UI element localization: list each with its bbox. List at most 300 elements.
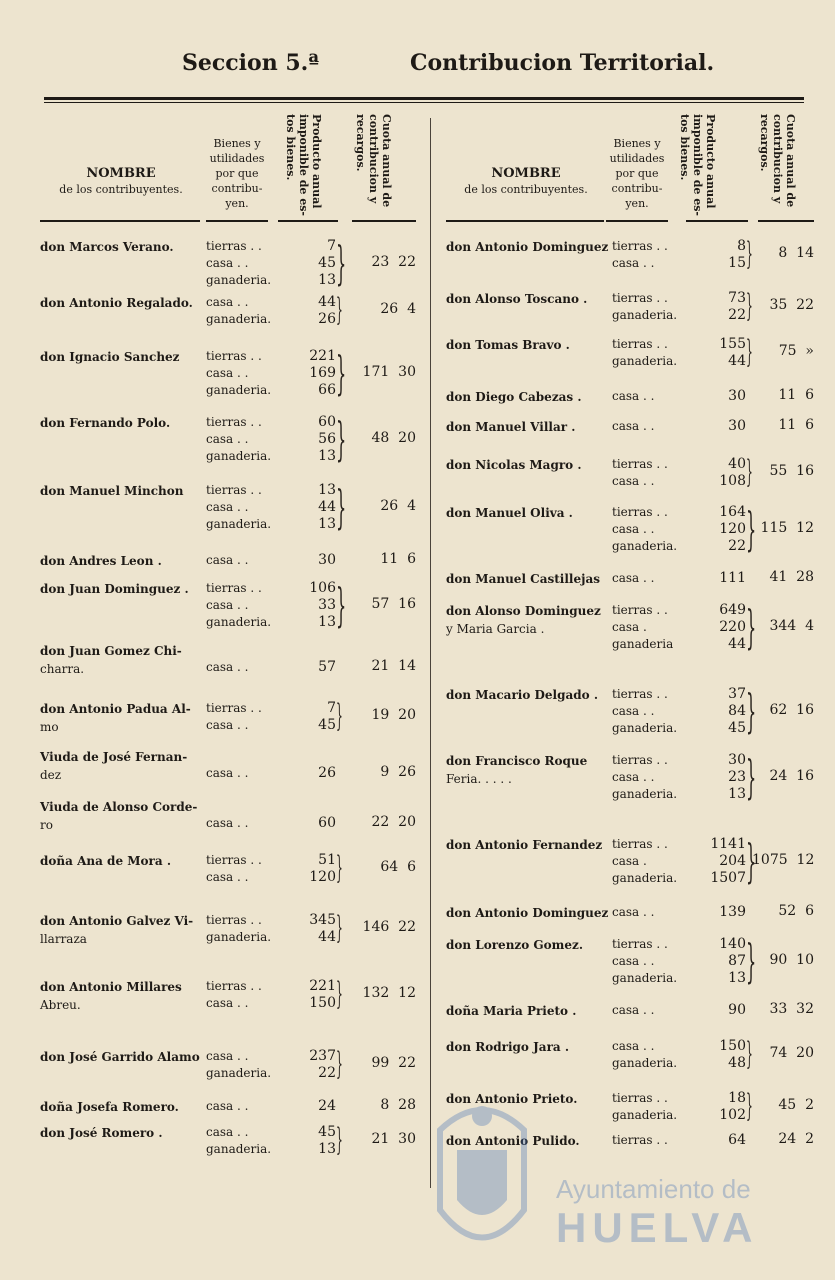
property-type: casa . . [206,816,249,830]
product-value: 64 [728,1132,746,1148]
annual-quota [752,618,814,634]
group-brace: } [746,1037,753,1072]
quota-reales: 26 [380,301,399,317]
annual-quota [346,364,416,380]
header-bienes-col [206,136,268,211]
product-value: 37 [728,686,746,702]
taxable-products [278,482,336,533]
property-types [612,836,677,887]
header-underline [278,220,338,222]
property-type: casa . . [612,419,655,433]
property-type: tierras . . [612,291,668,305]
contributor-name-line: don Fernando Polo. [40,416,171,430]
contributor-row [40,748,426,782]
quota-reales: 41 [769,568,788,585]
quota-reales: 11 [778,416,797,433]
contributor-row [446,752,818,803]
contributor-name-line: don Antonio Padua Al- [40,702,191,716]
product-value: 155 [719,336,746,352]
header-bienes-line: contribu- [611,182,663,195]
quota-maravedis: 16 [796,463,814,479]
property-types [206,294,271,328]
property-types [612,336,677,370]
quota-maravedis: 6 [805,902,814,919]
contributor-row [40,700,426,734]
property-type: casa . . [206,718,249,732]
header-rule-thin [44,102,804,103]
quota-reales: 64 [380,859,399,875]
group-brace: } [746,455,753,490]
contributor-name-line: don Antonio Dominguez [446,906,609,920]
contributor-name [40,294,208,312]
quota-maravedis: 4 [805,617,814,634]
header-cuota-col: Cuota anual de contribucion y recargos. [758,114,797,208]
annual-quota [752,569,814,585]
header-name-title: NOMBRE [491,166,561,181]
quota-maravedis: 6 [805,386,814,403]
contributor-name-line: y Maria Garcia . [446,622,545,636]
group-brace: } [746,335,753,370]
property-types [206,1048,271,1082]
watermark-line2: HUELVA [556,1204,759,1251]
quota-maravedis: 2 [805,1130,814,1147]
product-value: 13 [318,516,336,532]
taxable-products [686,1002,746,1019]
product-value: 60 [318,815,336,831]
taxable-products [278,1048,336,1082]
annual-quota [346,430,416,446]
annual-quota [752,245,814,261]
quota-reales: 19 [371,707,390,723]
contributor-name-line: charra. [40,662,85,676]
column-divider [430,118,431,1188]
group-brace: } [336,1047,343,1082]
quota-reales: 33 [769,1000,788,1017]
property-type: tierras . . [206,483,262,497]
contributor-name-line: don Ignacio Sanchez [40,350,180,364]
property-type: tierras . . [206,349,262,363]
contributor-name-line: mo [40,720,59,734]
contributor-name [40,642,208,678]
header-producto-col: Producto anual imponible de es- tos bienes. [678,114,717,216]
product-value: 22 [728,538,746,554]
contributor-name-line: don Andres Leon . [40,554,162,568]
product-value: 23 [728,769,746,785]
property-type: casa . . [206,766,249,780]
taxable-products [278,294,336,328]
annual-quota [346,764,416,780]
annual-quota [752,1045,814,1061]
product-value: 45 [318,255,336,271]
contributor-name-line: doña Ana de Mora . [40,854,172,868]
property-type: casa . . [206,660,249,674]
property-type: casa . . [612,522,655,536]
product-value: 345 [309,912,336,928]
property-types [206,348,271,399]
contributor-name-line: don Rodrigo Jara . [446,1040,570,1054]
header-underline [446,220,604,222]
contributor-name-line: don Manuel Castillejas [446,572,600,586]
quota-reales: 24 [769,767,788,784]
quota-maravedis: 6 [407,859,416,875]
property-type: casa . . [612,1039,655,1053]
contributor-name-line: don Antonio Galvez Vi- [40,914,194,928]
quota-reales: 21 [371,657,390,674]
header-bienes-line: contribu- [211,182,263,195]
taxable-products [278,659,336,676]
product-value: 18 [728,1090,746,1106]
group-brace: } [746,934,757,988]
property-type: casa . . [206,500,249,514]
product-value: 8 [737,238,746,254]
quota-maravedis: 22 [796,297,814,313]
quota-maravedis: 28 [398,1096,416,1113]
product-value: 84 [728,703,746,719]
product-value: 24 [318,1098,336,1114]
product-value: 1507 [710,870,746,886]
contributor-name-line: don Alonso Dominguez [446,604,601,618]
property-type: tierras . . [612,937,668,951]
quota-reales: 11 [778,386,797,403]
contributor-name [446,936,612,954]
property-type: ganaderia. [206,615,272,629]
quota-maravedis: 22 [398,919,416,935]
contributor-name-line: don Manuel Villar . [446,420,576,434]
contributor-name [40,238,208,256]
annual-quota [752,1001,814,1017]
product-value: 45 [728,720,746,736]
contributor-row [40,798,426,832]
property-type: tierras . . [612,837,668,851]
taxable-products [278,238,336,289]
taxable-products [278,815,336,832]
contributor-name-line: Viuda de Alonso Corde- [40,800,198,814]
group-brace: } [336,346,347,400]
contributor-name [40,552,208,570]
annual-quota [752,297,814,313]
annual-quota [752,702,814,718]
property-type: ganaderia. [206,930,272,944]
property-type: casa . . [612,704,655,718]
contributor-name [446,836,612,854]
quota-maravedis: 20 [398,707,416,723]
contributor-name [446,336,612,354]
contributor-row [446,336,818,370]
annual-quota [346,985,416,1001]
property-types [612,936,677,987]
quota-maravedis: 12 [398,985,416,1001]
product-value: 13 [728,970,746,986]
quota-maravedis: 16 [796,767,814,784]
annual-quota [752,417,814,433]
annual-quota [752,768,814,784]
quota-reales: 62 [769,701,788,718]
product-value: 120 [309,869,336,885]
group-brace: } [336,699,343,734]
group-brace: } [336,911,343,946]
property-types [206,815,248,832]
property-types [612,1002,654,1019]
taxable-products [278,912,336,946]
property-types [612,602,673,653]
group-brace: } [746,684,757,738]
header-bienes-line: utilidades [609,152,665,165]
quota-reales: 52 [778,902,797,919]
header-name-col [446,166,606,198]
product-value: 56 [318,431,336,447]
quota-reales: 22 [371,813,390,830]
property-type: casa . . [206,1099,249,1113]
contributor-name [40,912,208,948]
property-type: tierras . . [206,415,262,429]
quota-reales: 99 [371,1055,390,1071]
property-type: casa . . [206,432,249,446]
contributor-row [446,1002,818,1019]
product-value: 30 [728,388,746,404]
taxable-products [686,336,746,370]
group-brace: } [336,851,343,886]
header-underline [606,220,668,222]
contributor-row [446,936,818,987]
property-type: casa . [612,620,647,634]
product-value: 150 [719,1038,746,1054]
taxable-products [278,1098,336,1115]
contributor-name-line: don Manuel Oliva . [446,506,573,520]
product-value: 221 [309,348,336,364]
property-type: casa . . [612,474,655,488]
quota-reales: 90 [769,951,788,968]
product-value: 48 [728,1055,746,1071]
taxable-products [686,504,746,555]
annual-quota [346,1131,416,1147]
contributor-row [40,482,426,533]
contributor-name [40,1098,208,1116]
product-value: 44 [318,929,336,945]
contributor-name-line: don Antonio Prieto. [446,1092,578,1106]
product-value: 140 [719,936,746,952]
group-brace: } [336,236,347,290]
property-type: tierras . . [612,753,668,767]
property-type: casa . . [612,1003,655,1017]
quota-reales: 48 [371,429,390,446]
header-bienes-line: yen. [625,197,649,210]
property-types [612,456,668,490]
quota-maravedis: 20 [398,813,416,830]
group-brace: } [746,600,757,654]
group-brace: } [746,1089,753,1124]
quota-maravedis: 28 [796,568,814,585]
property-type: ganaderia. [612,1056,678,1070]
table-header [446,108,818,220]
contributor-row [446,290,818,324]
property-type: ganaderia. [612,539,678,553]
quota-maravedis: 14 [398,657,416,674]
contributor-row [40,912,426,946]
header-underline [206,220,268,222]
quota-reales: 21 [371,1131,390,1147]
property-type: ganaderia. [206,383,272,397]
contributor-name-line: don Diego Cabezas . [446,390,582,404]
contributor-name [40,348,208,366]
product-value: 22 [728,307,746,323]
contributor-row [40,1098,426,1115]
product-value: 13 [318,482,336,498]
group-brace: } [746,750,757,804]
quota-reales: 35 [769,297,788,313]
contributor-name-line: dez [40,768,62,782]
product-value: 30 [318,552,336,568]
product-value: 139 [719,904,746,920]
contributor-row [446,570,818,587]
contributor-name [446,388,612,406]
group-brace: } [746,237,753,272]
contributor-name-line: don Antonio Regalado. [40,296,193,310]
quota-reales: 55 [769,463,788,479]
property-type: ganaderia. [612,354,678,368]
property-types [612,1038,677,1072]
product-value: 51 [318,852,336,868]
contributor-name [40,1048,208,1066]
group-brace: } [336,578,347,632]
quota-reales: 24 [778,1130,797,1147]
contributor-row [40,1048,426,1082]
group-brace: } [336,480,347,534]
property-type: casa . . [612,571,655,585]
property-type: casa . . [612,770,655,784]
quota-maravedis: 2 [805,1097,814,1113]
quota-reales: 8 [778,245,788,261]
contributor-name [446,418,612,436]
product-value: 26 [318,311,336,327]
taxable-products [686,936,746,987]
header-bienes-line: Bienes y [613,137,661,150]
product-value: 220 [719,619,746,635]
contributor-name [40,700,208,736]
header-producto-col: Producto anual imponible de es- tos bienes. [284,114,323,216]
quota-maravedis: 32 [796,1000,814,1017]
property-types [206,580,271,631]
property-type: tierras . . [612,505,668,519]
contributor-row [40,852,426,886]
product-value: 108 [719,473,746,489]
product-value: 120 [719,521,746,537]
product-value: 22 [318,1065,336,1081]
group-brace: } [746,289,753,324]
property-type: casa . . [206,295,249,309]
property-types [206,765,248,782]
contributor-name [446,904,612,922]
annual-quota [346,498,416,514]
huelva-watermark [428,1080,758,1270]
quota-maravedis: 20 [398,429,416,446]
product-value: 26 [318,765,336,781]
quota-maravedis: 16 [398,595,416,612]
quota-reales: 75 [778,343,797,359]
contributor-name [446,504,612,522]
contributor-name-line: don José Garrido Alamo [40,1050,200,1064]
quota-maravedis: 30 [398,1131,416,1147]
annual-quota [752,463,814,479]
quota-maravedis: 6 [407,550,416,567]
contributor-name-line: don Juan Gomez Chi- [40,644,182,658]
property-type: tierras . . [612,337,668,351]
annual-quota [346,596,416,612]
annual-quota [346,658,416,674]
quota-reales: 8 [380,1096,390,1113]
product-value: 57 [318,659,336,675]
contributor-name [40,978,208,1014]
property-types [612,686,677,737]
property-types [206,978,262,1012]
property-types [206,552,248,569]
contributor-name-line: don Juan Dominguez . [40,582,189,596]
contributor-name-line: don José Romero . [40,1126,163,1140]
annual-quota [752,1131,814,1147]
property-types [206,482,271,533]
property-type: tierras . . [206,239,262,253]
header-bienes-line: yen. [225,197,249,210]
contributor-name [446,290,612,308]
quota-reales: 11 [380,550,399,567]
product-value: 13 [318,448,336,464]
property-types [206,1124,271,1158]
annual-quota [346,859,416,875]
coat-of-arms-icon [432,1090,532,1260]
quota-maravedis: 4 [407,497,416,514]
property-type: casa . . [612,256,655,270]
annual-quota [346,301,416,317]
contributor-name [446,1002,612,1020]
group-brace: } [336,412,347,466]
contributor-row [40,294,426,328]
contributor-row [446,836,818,887]
taxable-products [686,418,746,435]
product-value: 87 [728,953,746,969]
product-value: 13 [728,786,746,802]
product-value: 237 [309,1048,336,1064]
property-type: ganaderia. [612,787,678,801]
property-type: casa . [612,854,647,868]
property-type: ganaderia. [206,273,272,287]
property-type: ganaderia. [206,517,272,531]
quota-maravedis: 30 [398,363,416,380]
property-type: casa . . [206,870,249,884]
contributor-row [40,642,426,676]
product-value: 44 [728,636,746,652]
taxable-products [278,765,336,782]
watermark-line1: Ayuntamiento de [556,1174,751,1204]
property-type: ganaderia. [206,449,272,463]
taxable-products [686,290,746,324]
taxable-products [686,752,746,803]
quota-maravedis: 16 [796,701,814,718]
quota-reales: 57 [371,595,390,612]
contributor-name [40,414,208,432]
property-type: casa . . [612,905,655,919]
contributor-row [40,1124,426,1158]
contributor-name [446,238,612,256]
property-type: tierras . . [206,913,262,927]
annual-quota [752,903,814,919]
property-type: ganaderia. [206,312,272,326]
annual-quota [752,520,814,536]
product-value: 150 [309,995,336,1011]
contributor-name-line: don Lorenzo Gomez. [446,938,583,952]
property-type: ganaderia. [612,1108,678,1122]
contributor-row [446,504,818,555]
contributor-name [40,1124,208,1142]
group-brace: } [336,1123,343,1158]
